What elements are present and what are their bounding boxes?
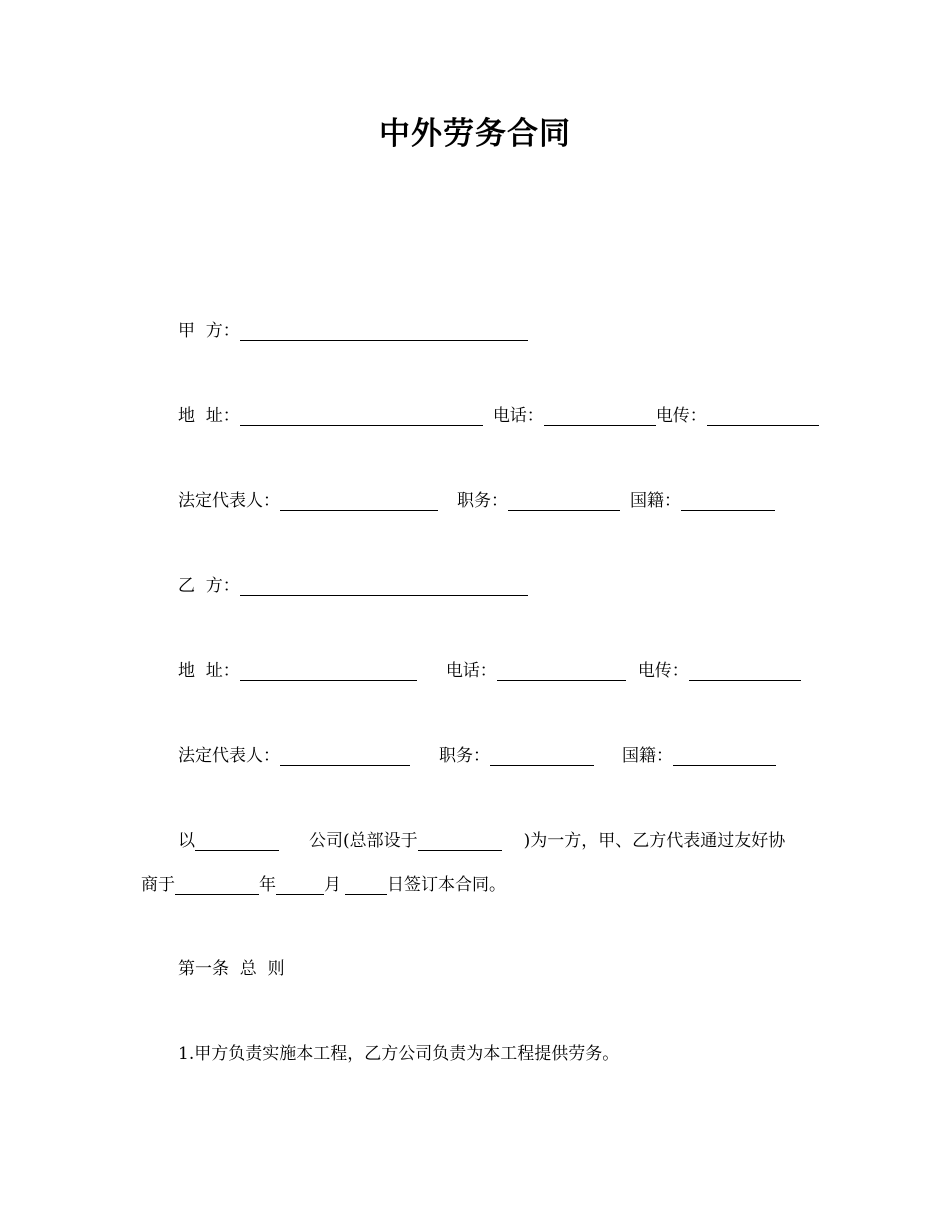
party-a-rep-line <box>178 486 775 516</box>
party-a-fax-label: 电传： <box>655 406 707 426</box>
preamble-text-1c: )为一方，甲、乙方代表通过友好协 <box>523 831 786 851</box>
party-b-phone-label: 电话： <box>445 661 497 681</box>
party-a-legal-rep-label: 法定代表人： <box>178 491 280 511</box>
party-b-label: 乙 方： <box>178 576 240 596</box>
party-b-contact-line <box>178 656 801 686</box>
party-b-position-field[interactable] <box>490 743 594 766</box>
party-a-phone-field[interactable] <box>544 403 656 426</box>
party-b-address-field[interactable] <box>240 658 417 681</box>
party-a-nationality-field[interactable] <box>681 488 775 511</box>
document-title: 中外劳务合同 <box>379 116 571 152</box>
sign-month-field[interactable] <box>345 872 387 895</box>
party-b-nationality-field[interactable] <box>673 743 776 766</box>
party-a-phone-label: 电话： <box>492 406 544 426</box>
article-1-clause-1 <box>178 1039 619 1069</box>
party-b-line <box>178 571 528 601</box>
party-a-line <box>178 316 528 346</box>
party-a-fax-field[interactable] <box>707 403 819 426</box>
party-a-contact-line <box>178 401 819 431</box>
party-a-address-field[interactable] <box>240 403 483 426</box>
sign-location-field[interactable] <box>175 872 259 895</box>
preamble-text-1a: 以 <box>178 831 195 851</box>
sign-year-field[interactable] <box>276 872 324 895</box>
preamble-text-1b: 公司(总部设于 <box>309 831 418 851</box>
party-b-nationality-label: 国籍： <box>622 746 673 766</box>
party-b-phone-field[interactable] <box>497 658 626 681</box>
party-b-name-field[interactable] <box>240 573 528 596</box>
preamble-text-2d: 日签订本合同。 <box>387 875 506 895</box>
article-1-heading <box>178 954 285 984</box>
party-b-fax-field[interactable] <box>689 658 801 681</box>
party-b-position-label: 职务： <box>439 746 490 766</box>
party-b-legal-rep-label: 法定代表人： <box>178 746 280 766</box>
party-a-position-field[interactable] <box>508 488 620 511</box>
article-1-clause-1-text: 1.甲方负责实施本工程，乙方公司负责为本工程提供劳务。 <box>178 1044 620 1064</box>
party-a-position-label: 职务： <box>457 491 508 511</box>
party-b-fax-label: 电传： <box>637 661 689 681</box>
preamble-year-label: 年 <box>259 875 276 895</box>
party-b-address-label: 地 址： <box>178 661 240 681</box>
preamble-line-2 <box>141 870 506 900</box>
party-b-rep-line <box>178 741 776 771</box>
party-a-label: 甲 方： <box>178 321 240 341</box>
article-1-heading-text: 第一条 总 则 <box>178 959 285 979</box>
party-a-nationality-label: 国籍： <box>630 491 681 511</box>
party-a-name-field[interactable] <box>240 318 528 341</box>
preamble-text-2a: 商于 <box>141 875 175 895</box>
party-b-legal-rep-field[interactable] <box>280 743 410 766</box>
party-a-legal-rep-field[interactable] <box>280 488 438 511</box>
preamble-line-1 <box>178 826 785 856</box>
company-name-field[interactable] <box>195 828 279 851</box>
headquarters-field[interactable] <box>418 828 502 851</box>
preamble-month-label: 月 <box>324 875 341 895</box>
party-a-address-label: 地 址： <box>178 406 240 426</box>
